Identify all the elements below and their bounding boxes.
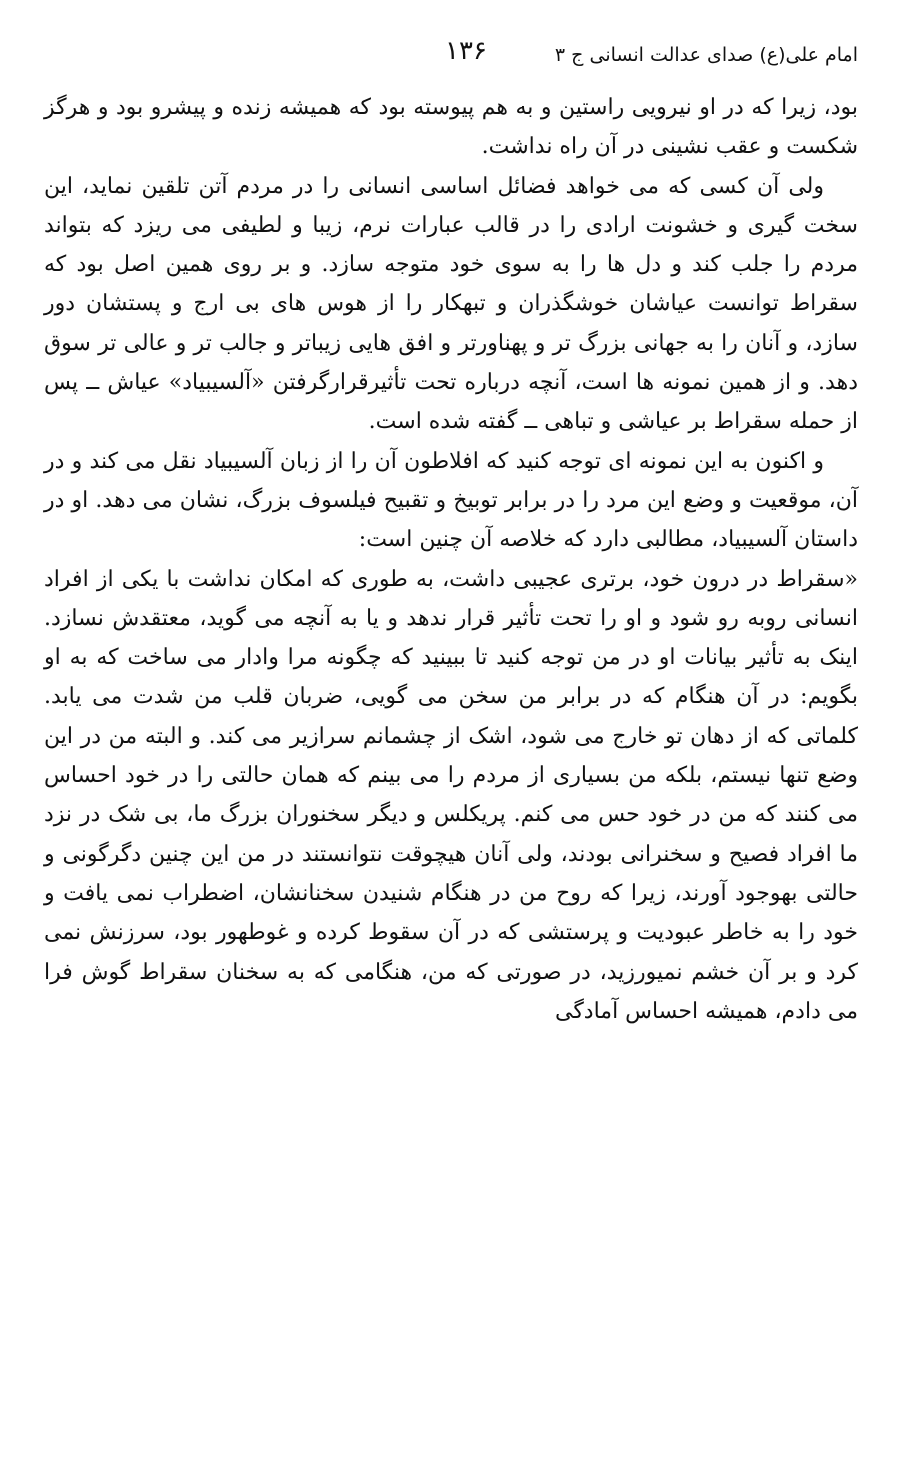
page-header xyxy=(40,36,858,72)
page-number: ۱۳۶ xyxy=(445,36,487,66)
paragraph-2: ولی آن کسی که می خواهد فضائل اساسی انسانی را در مردم آتن تلقین نماید، این سخت گیری و خشونت ارادی را در قالب عبارات نرم، زیبا و لطیفی می ریزد که بتواند مردم را جلب کند و دل ها را به سوی خود متوجه سازد. و بر روی همین اصل بود که سقراط توانست عیاشان خوشگذران و تبهکار را از هوس های بی ارج و پستشان دور سازد، و آنان را به جهانی بزرگ تر و پهناورتر و افق هایی زیباتر و جالب تر و عالی تر سوق دهد. و از همین نمونه ها است، آنچه درباره تحت تأثیرقرارگرفتن «آلسیبیاد» عیاش ــ پس از حمله سقراط بر عیاشی و تباهی ــ گفته شده است. xyxy=(44,173,858,435)
paragraph-1: بود، زیرا که در او نیرویی راستین و به هم پیوسته بود که همیشه زنده و پیشرو بود و هرگز شکست و عقب نشینی در آن راه نداشت. xyxy=(44,95,858,160)
paragraph-3: و اکنون به این نمونه ای توجه کنید که افلاطون آن را از زبان آلسیبیاد نقل می کند و در آن، موقعیت و وضع این مرد را در برابر توبیخ و تقبیح فیلسوف بزرگ، نشان می دهد. او در داستان آلسیبیاد، مطالبی دارد که خلاصه آن چنین است: xyxy=(44,448,858,553)
quote-paragraph: «سقراط در درون خود، برتری عجیبی داشت، به طوری که امکان نداشت با یکی از افراد انسانی روبه رو شود و او را تحت تأثیر قرار ندهد و یا به آنچه می گوید، معتقدش نسازد. اینک به تأثیر بیانات او در من توجه کنید تا ببینید که چگونه مرا وادار می ساخت که به او بگویم: در آن هنگام که در برابر من سخن می گویی، ضربان قلب من شدت می یابد. کلماتی که از دهان تو خارج می شود، اشک از چشمانم سرازیر می کند. و البته من در این وضع تنها نیستم، بلکه من بسیاری از مردم را می بینم که همان حالتی را در خود احساس می کنند که من در خود حس می کنم. پریکلس و دیگر سخنوران بزرگ ما، بی شک در نزد ما افراد فصیح و سخنرانی بودند، ولی آنان هیچوقت نتوانستند در من این چنین دگرگونی و حالتی بهوجود آورند، زیرا که روح من در هنگام شنیدن سخنانشان، اضطراب نمی یافت و خود را به خاطر عبودیت و پرستشی که در آن سقوط کرده و غوطهور بود، سرزنش نمی کرد و بر آن خشم نمیورزید، در صورتی که من، هنگامی که به سخنان سقراط گوش فرا می دادم، همیشه احساس آمادگی xyxy=(44,566,858,1024)
running-head-title: امام علی(ع) صدای عدالت انسانی ج ۳ xyxy=(554,44,858,66)
body-text xyxy=(44,88,858,1031)
